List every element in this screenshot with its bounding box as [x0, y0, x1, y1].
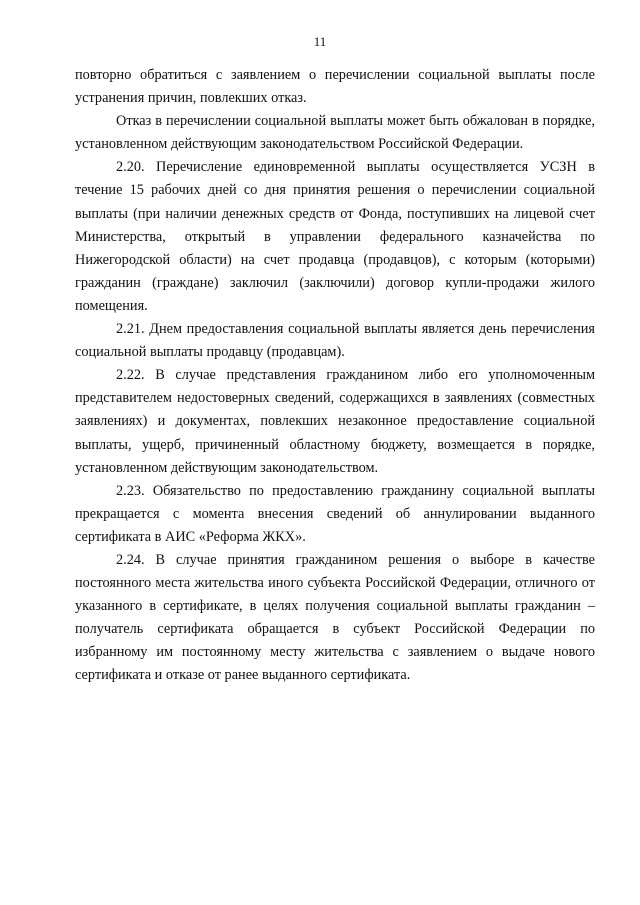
paragraph-2-24: 2.24. В случае принятия гражданином решения о выборе в качестве постоянного места жительства иного субъекта Российской Федерации, отличного от указанного в сертификате, в целях получения социальной выплаты гражданин – получатель сертификата обращается в субъект Российской Федерации по избранному им постоянному месту жительства с заявлением о выдаче нового сертификата и отказе от ранее выданного сертификата. [75, 551, 595, 684]
paragraph-2-23: 2.23. Обязательство по предоставлению гражданину социальной выплаты прекращается с момента внесения сведений об аннулировании выданного сертификата в АИС «Реформа ЖКХ». [75, 482, 595, 545]
paragraph-2-20: 2.20. Перечисление единовременной выплаты осуществляется УСЗН в течение 15 рабочих дней со дня принятия решения о перечислении социальной выплаты (при наличии денежных средств от Фонда, поступивших на лицевой счет Министерства, открытый в управлении федерального казначейства по Нижегородской области) на счет продавца (продавцов), с которым (которыми) гражданин (граждане) заключил (заключили) договор купли-продажи жилого помещения. [75, 159, 595, 314]
paragraph-2-22: 2.22. В случае представления гражданином либо его уполномоченным представителем недостоверных сведений, содержащихся в заявлениях (совместных заявлениях) и документах, повлекших незаконное предоставление социальной выплаты, ущерб, причиненный областному бюджету, возмещается в порядке, установленном действующим законодательством. [75, 367, 595, 476]
paragraph-continuation: повторно обратиться с заявлением о перечислении социальной выплаты после устранения причин, повлекших отказ. [75, 67, 595, 107]
document-body [75, 64, 595, 688]
paragraph-appeal: Отказ в перечислении социальной выплаты может быть обжалован в порядке, установленном действующим законодательством Российской Федерации. [75, 113, 595, 153]
paragraph-2-21: 2.21. Днем предоставления социальной выплаты является день перечисления социальной выплаты продавцу (продавцам). [75, 321, 595, 361]
page-number: 11 [313, 34, 327, 49]
